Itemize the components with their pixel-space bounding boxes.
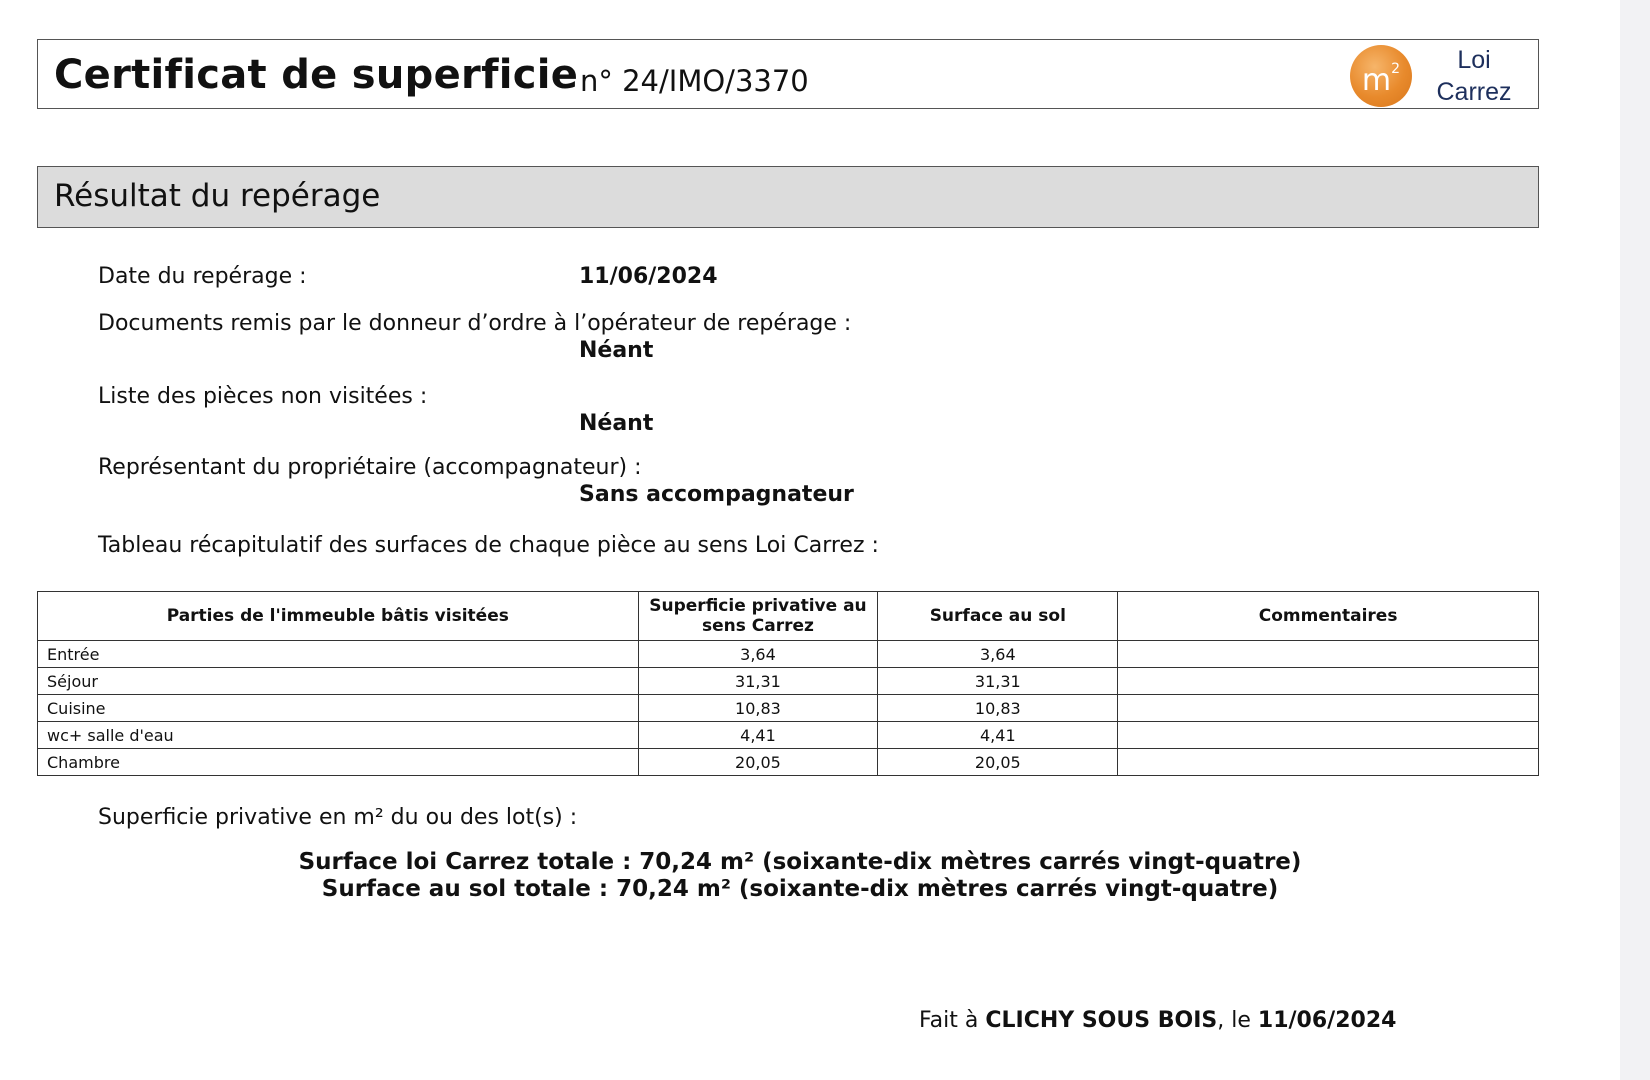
m2-logo-icon: [1350, 45, 1412, 107]
representative-value: Sans accompagnateur: [579, 482, 854, 507]
documents-label: Documents remis par le donneur d’ordre à l’opérateur de repérage :: [98, 311, 852, 336]
logo-symbol: m: [1361, 63, 1392, 98]
signature-city: CLICHY SOUS BOIS: [985, 1008, 1218, 1033]
certificate-header: [37, 39, 1539, 109]
carrez-area: 20,05: [638, 749, 878, 776]
table-intro: Tableau récapitulatif des surfaces de chaque pièce au sens Loi Carrez :: [98, 533, 879, 558]
surfaces-table: [37, 591, 1539, 776]
comment: [1118, 749, 1539, 776]
signature-date: 11/06/2024: [1257, 1008, 1397, 1033]
table-row: [38, 749, 1539, 776]
unvisited-rooms-label: Liste des pièces non visitées :: [98, 384, 428, 409]
signature-prefix: Fait à: [919, 1008, 979, 1033]
room-name: Séjour: [38, 668, 639, 695]
certificate-number: n° 24/IMO/3370: [580, 64, 809, 98]
comment: [1118, 722, 1539, 749]
logo-superscript: 2: [1391, 61, 1401, 77]
page-title: Certificat de superficie: [54, 52, 579, 98]
logo-line-1: Loi: [1457, 46, 1491, 74]
column-header-comments: Commentaires: [1118, 592, 1539, 641]
carrez-area: 3,64: [638, 641, 878, 668]
room-name: wc+ salle d'eau: [38, 722, 639, 749]
private-area-label: Superficie privative en m² du ou des lot(s) :: [98, 805, 578, 830]
room-name: Cuisine: [38, 695, 639, 722]
column-header-rooms: Parties de l'immeuble bâtis visitées: [38, 592, 639, 641]
floor-area: 3,64: [878, 641, 1118, 668]
carrez-area: 4,41: [638, 722, 878, 749]
signature-middle: , le: [1217, 1008, 1251, 1033]
page-margin-strip: [1620, 0, 1650, 1080]
column-header-floor-area: Surface au sol: [878, 592, 1118, 641]
section-title: Résultat du repérage: [37, 166, 1539, 228]
room-name: Entrée: [38, 641, 639, 668]
date-label: Date du repérage :: [98, 264, 307, 289]
room-name: Chambre: [38, 749, 639, 776]
table-row: [38, 695, 1539, 722]
carrez-area: 31,31: [638, 668, 878, 695]
loi-carrez-logo-text: [1424, 44, 1524, 108]
table-header-row: [38, 592, 1539, 641]
table-row: [38, 641, 1539, 668]
documents-value: Néant: [579, 338, 654, 363]
floor-area: 10,83: [878, 695, 1118, 722]
date-value: 11/06/2024: [579, 264, 718, 289]
total-floor-area: Surface au sol totale : 70,24 m² (soixante-dix mètres carrés vingt-quatre): [321, 876, 1279, 902]
table-row: [38, 668, 1539, 695]
comment: [1118, 668, 1539, 695]
representative-label: Représentant du propriétaire (accompagnateur) :: [98, 455, 642, 480]
carrez-area: 10,83: [638, 695, 878, 722]
floor-area: 31,31: [878, 668, 1118, 695]
comment: [1118, 641, 1539, 668]
signature-place-date: [919, 1008, 1396, 1033]
table-row: [38, 722, 1539, 749]
floor-area: 20,05: [878, 749, 1118, 776]
logo-line-2: Carrez: [1436, 78, 1512, 106]
column-header-carrez: Superficie privative au sens Carrez: [638, 592, 878, 641]
total-carrez-area: Surface loi Carrez totale : 70,24 m² (soixante-dix mètres carrés vingt-quatre): [298, 849, 1302, 875]
floor-area: 4,41: [878, 722, 1118, 749]
unvisited-rooms-value: Néant: [579, 411, 654, 436]
comment: [1118, 695, 1539, 722]
